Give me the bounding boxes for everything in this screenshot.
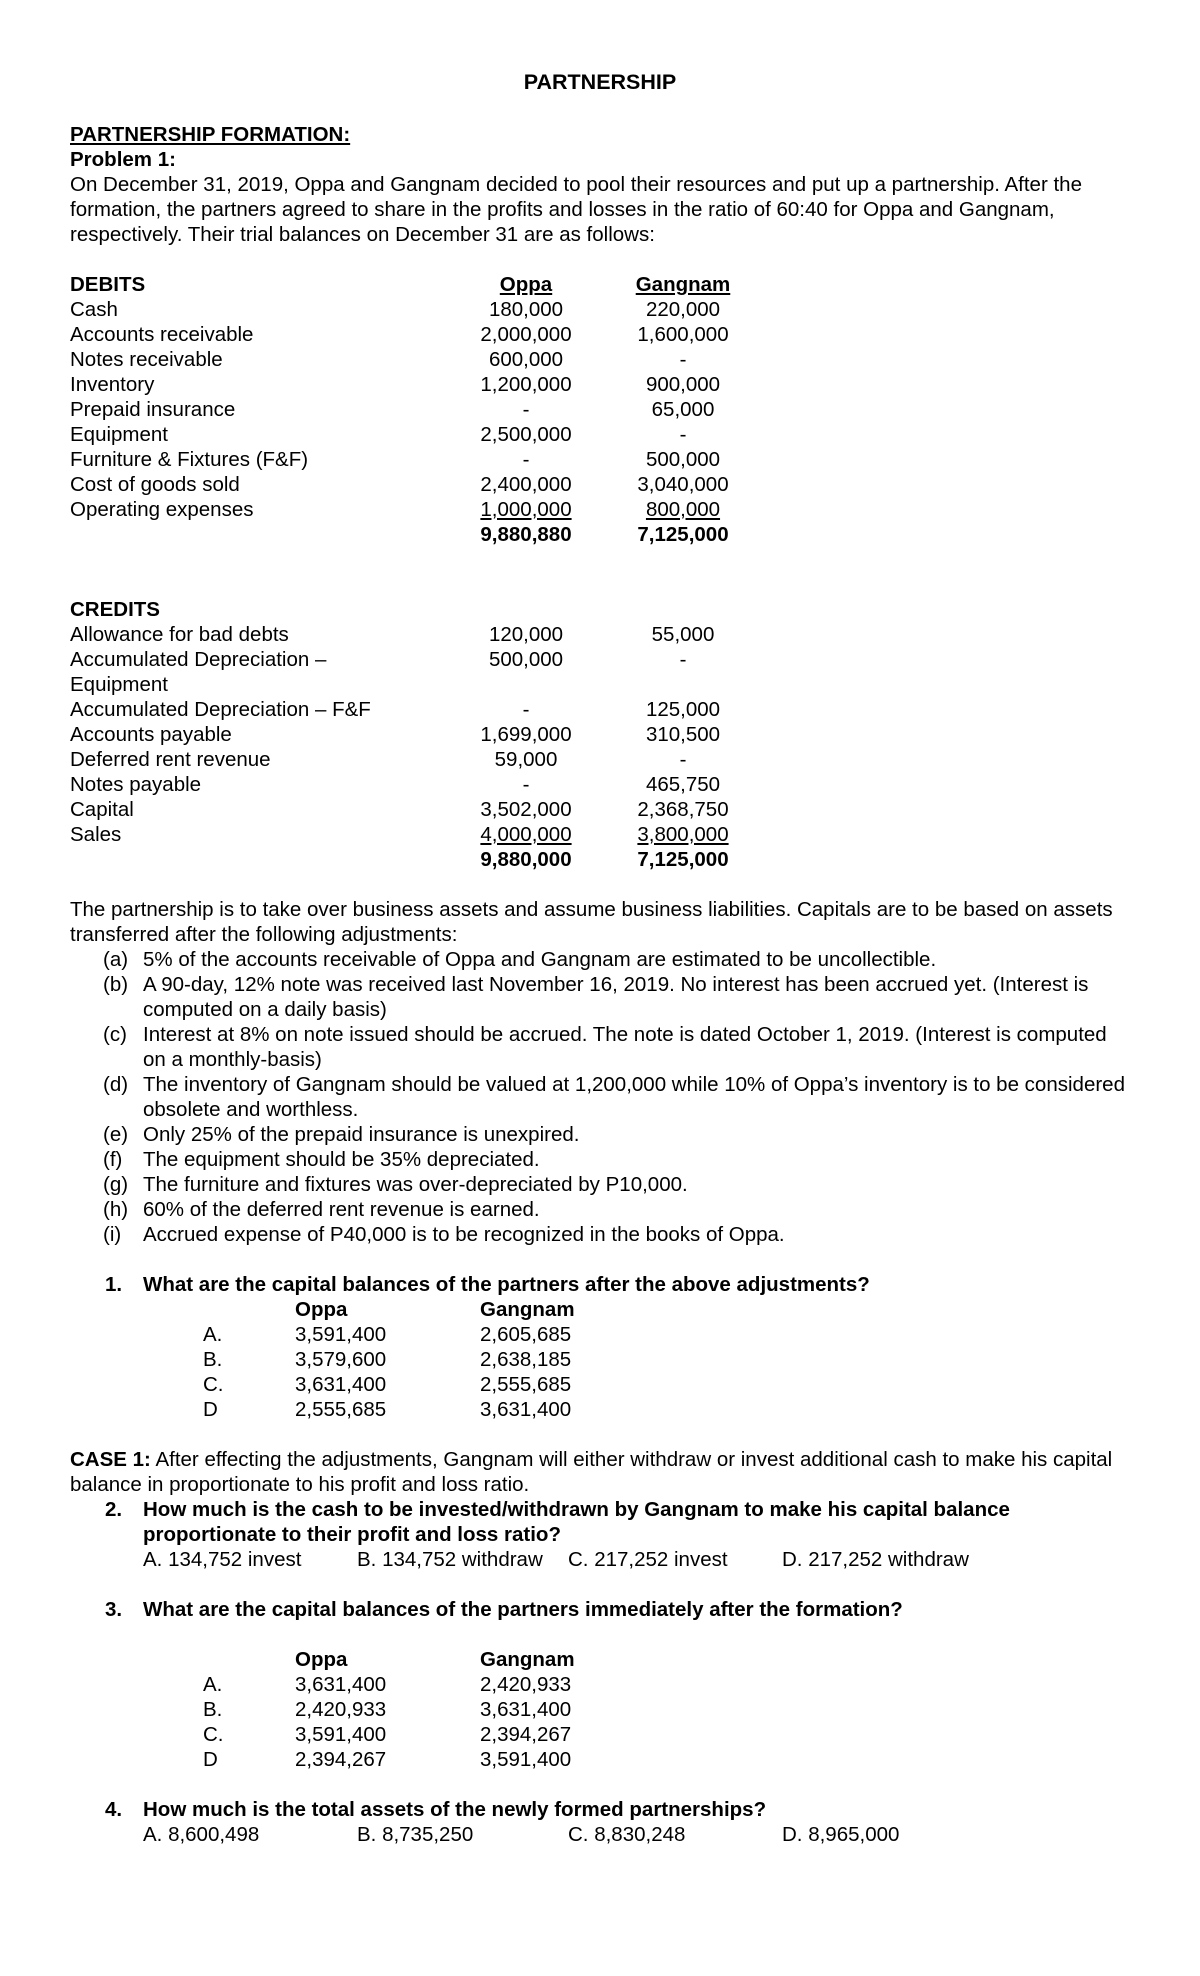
gangnam-value: 465,750 [645, 773, 721, 796]
choice-letter: C. [203, 1723, 224, 1746]
gangnam-value: - [679, 423, 687, 446]
item-text: The equipment should be 35% depreciated. [143, 1148, 540, 1171]
takeover-paragraph: The partnership is to take over business assets and assume business liabilities. Capitals are to be based on assets transferred after the following adjustments: [70, 898, 1113, 946]
item-letter: (h) [103, 1198, 129, 1221]
item-letter: (d) [103, 1073, 129, 1096]
question-text: What are the capital balances of the partners immediately after the formation? [143, 1598, 903, 1621]
item-letter: (c) [103, 1023, 127, 1046]
row-label: Accounts payable [70, 723, 232, 746]
item-text: 60% of the deferred rent revenue is earned. [143, 1198, 540, 1221]
oppa-total: 9,880,880 [480, 523, 572, 546]
gangnam-value: 3,040,000 [637, 473, 729, 496]
choice-oppa: 3,631,400 [295, 1673, 387, 1696]
row-label: Inventory [70, 373, 155, 396]
case-1-paragraph [70, 1447, 1130, 1497]
choice-gangnam: 2,605,685 [480, 1323, 572, 1346]
oppa-value: 4,000,000 [480, 823, 572, 846]
oppa-value: 500,000 [488, 648, 564, 671]
gangnam-total: 7,125,000 [637, 848, 729, 871]
credits-heading: CREDITS [70, 598, 160, 621]
row-label: Notes receivable [70, 348, 223, 371]
choice-oppa: 2,420,933 [295, 1698, 387, 1721]
answer-choice[interactable]: B. 8,735,250 [357, 1823, 474, 1846]
oppa-value: 1,699,000 [480, 723, 572, 746]
answer-choice[interactable]: D. 8,965,000 [782, 1823, 900, 1846]
choice-oppa: 3,591,400 [295, 1723, 387, 1746]
section-heading: PARTNERSHIP FORMATION: [70, 123, 351, 146]
oppa-value: 3,502,000 [480, 798, 572, 821]
row-label: Cost of goods sold [70, 473, 240, 496]
oppa-value: - [522, 448, 530, 471]
row-label: Accumulated Depreciation – F&F [70, 698, 371, 721]
question-text: How much is the total assets of the newly formed partnerships? [143, 1798, 767, 1821]
choice-gangnam: 3,631,400 [480, 1398, 572, 1421]
debits-heading: DEBITS [70, 273, 146, 296]
gangnam-value: 2,368,750 [637, 798, 729, 821]
row-label: Deferred rent revenue [70, 748, 271, 771]
choice-letter: D [203, 1398, 218, 1421]
oppa-value: 2,400,000 [480, 473, 572, 496]
item-text: The furniture and fixtures was over-depreciated by P10,000. [143, 1173, 688, 1196]
answer-choice[interactable]: C. 8,830,248 [568, 1823, 686, 1846]
row-label-continued: Equipment [70, 673, 169, 696]
col-gangnam-header: Gangnam [635, 273, 731, 296]
row-label: Prepaid insurance [70, 398, 236, 421]
row-label: Furniture & Fixtures (F&F) [70, 448, 309, 471]
gangnam-value: 1,600,000 [637, 323, 729, 346]
gangnam-value: - [679, 748, 687, 771]
answer-choice[interactable]: B. 134,752 withdraw [357, 1548, 543, 1571]
oppa-value: - [522, 773, 530, 796]
oppa-value: 2,500,000 [480, 423, 572, 446]
question-text: What are the capital balances of the partners after the above adjustments? [143, 1273, 870, 1296]
col-gangnam-header: Gangnam [480, 1648, 575, 1671]
row-label: Capital [70, 798, 134, 821]
case-1-text: After effecting the adjustments, Gangnam will either withdraw or invest additional cash to make his capital balance in proportionate to his profit and loss ratio. [70, 1448, 1113, 1496]
question-number: 4. [105, 1798, 123, 1821]
row-label: Sales [70, 823, 122, 846]
choice-letter: B. [203, 1698, 223, 1721]
choice-gangnam: 3,631,400 [480, 1698, 572, 1721]
answer-choice[interactable]: D. 217,252 withdraw [782, 1548, 969, 1571]
question-number: 2. [105, 1498, 123, 1521]
choice-letter: B. [203, 1348, 223, 1371]
row-label: Operating expenses [70, 498, 254, 521]
choice-oppa: 2,555,685 [295, 1398, 387, 1421]
choice-oppa: 3,631,400 [295, 1373, 387, 1396]
row-label: Equipment [70, 423, 169, 446]
row-label: Accumulated Depreciation – [70, 648, 327, 671]
oppa-value: 1,200,000 [480, 373, 572, 396]
case-1-label: CASE 1: [70, 1448, 151, 1471]
row-label: Accounts receivable [70, 323, 254, 346]
item-letter: (i) [103, 1223, 122, 1246]
choice-gangnam: 2,394,267 [480, 1723, 572, 1746]
item-text: Only 25% of the prepaid insurance is unexpired. [143, 1123, 580, 1146]
problem-label: Problem 1: [70, 148, 176, 171]
choice-gangnam: 2,638,185 [480, 1348, 572, 1371]
question-number: 1. [105, 1273, 123, 1296]
item-letter: (a) [103, 948, 129, 971]
choice-gangnam: 2,420,933 [480, 1673, 572, 1696]
item-text: 5% of the accounts receivable of Oppa and Gangnam are estimated to be uncollectible. [143, 948, 937, 971]
choice-oppa: 2,394,267 [295, 1748, 387, 1771]
gangnam-value: 900,000 [645, 373, 721, 396]
col-gangnam-header: Gangnam [480, 1298, 575, 1321]
choice-letter: D [203, 1748, 218, 1771]
oppa-total: 9,880,000 [480, 848, 572, 871]
gangnam-value: - [679, 648, 687, 671]
item-text: A 90-day, 12% note was received last November 16, 2019. No interest has been accrued yet. (Interest is computed on a daily basis) [143, 973, 1089, 1021]
choice-oppa: 3,579,600 [295, 1348, 387, 1371]
gangnam-value: 220,000 [645, 298, 721, 321]
choice-gangnam: 2,555,685 [480, 1373, 572, 1396]
gangnam-value: - [679, 348, 687, 371]
intro-paragraph: On December 31, 2019, Oppa and Gangnam decided to pool their resources and put up a partnership. After the formation, the partners agreed to share in the profits and losses in the ratio of 60:40 for Oppa and Gangnam, respectively. Their trial balances on December 31 are as follows: [70, 173, 1082, 246]
oppa-value: - [522, 398, 530, 421]
row-label: Cash [70, 298, 118, 321]
choice-oppa: 3,591,400 [295, 1323, 387, 1346]
item-letter: (b) [103, 973, 129, 996]
gangnam-total: 7,125,000 [637, 523, 729, 546]
oppa-value: 1,000,000 [480, 498, 572, 521]
choice-letter: A. [203, 1673, 223, 1696]
col-oppa-header: Oppa [295, 1648, 348, 1671]
gangnam-value: 500,000 [645, 448, 721, 471]
col-oppa-header: Oppa [295, 1298, 348, 1321]
oppa-value: 120,000 [488, 623, 564, 646]
gangnam-value: 310,500 [645, 723, 721, 746]
oppa-value: 180,000 [488, 298, 564, 321]
page-title: PARTNERSHIP [523, 70, 677, 94]
answer-choice[interactable]: C. 217,252 invest [568, 1548, 728, 1571]
oppa-value: - [522, 698, 530, 721]
item-text: Accrued expense of P40,000 is to be recognized in the books of Oppa. [143, 1223, 785, 1246]
item-letter: (f) [103, 1148, 123, 1171]
gangnam-value: 55,000 [651, 623, 715, 646]
row-label: Allowance for bad debts [70, 623, 289, 646]
oppa-value: 59,000 [494, 748, 558, 771]
col-oppa-header: Oppa [499, 273, 553, 296]
gangnam-value: 125,000 [645, 698, 721, 721]
question-text: How much is the cash to be invested/withdrawn by Gangnam to make his capital balance proportionate to their profit and loss ratio? [143, 1498, 1010, 1546]
choice-letter: A. [203, 1323, 223, 1346]
choice-letter: C. [203, 1373, 224, 1396]
question-number: 3. [105, 1598, 123, 1621]
item-text: Interest at 8% on note issued should be accrued. The note is dated October 1, 2019. (Interest is computed on a monthly-basis) [143, 1023, 1107, 1071]
gangnam-value: 65,000 [651, 398, 715, 421]
item-letter: (e) [103, 1123, 129, 1146]
answer-choice[interactable]: A. 134,752 invest [143, 1548, 302, 1571]
item-letter: (g) [103, 1173, 129, 1196]
oppa-value: 2,000,000 [480, 323, 572, 346]
item-text: The inventory of Gangnam should be valued at 1,200,000 while 10% of Oppa’s inventory is to be considered obsolete and worthless. [143, 1073, 1125, 1121]
gangnam-value: 800,000 [645, 498, 721, 521]
choice-gangnam: 3,591,400 [480, 1748, 572, 1771]
gangnam-value: 3,800,000 [637, 823, 729, 846]
answer-choice[interactable]: A. 8,600,498 [143, 1823, 260, 1846]
row-label: Notes payable [70, 773, 202, 796]
oppa-value: 600,000 [488, 348, 564, 371]
